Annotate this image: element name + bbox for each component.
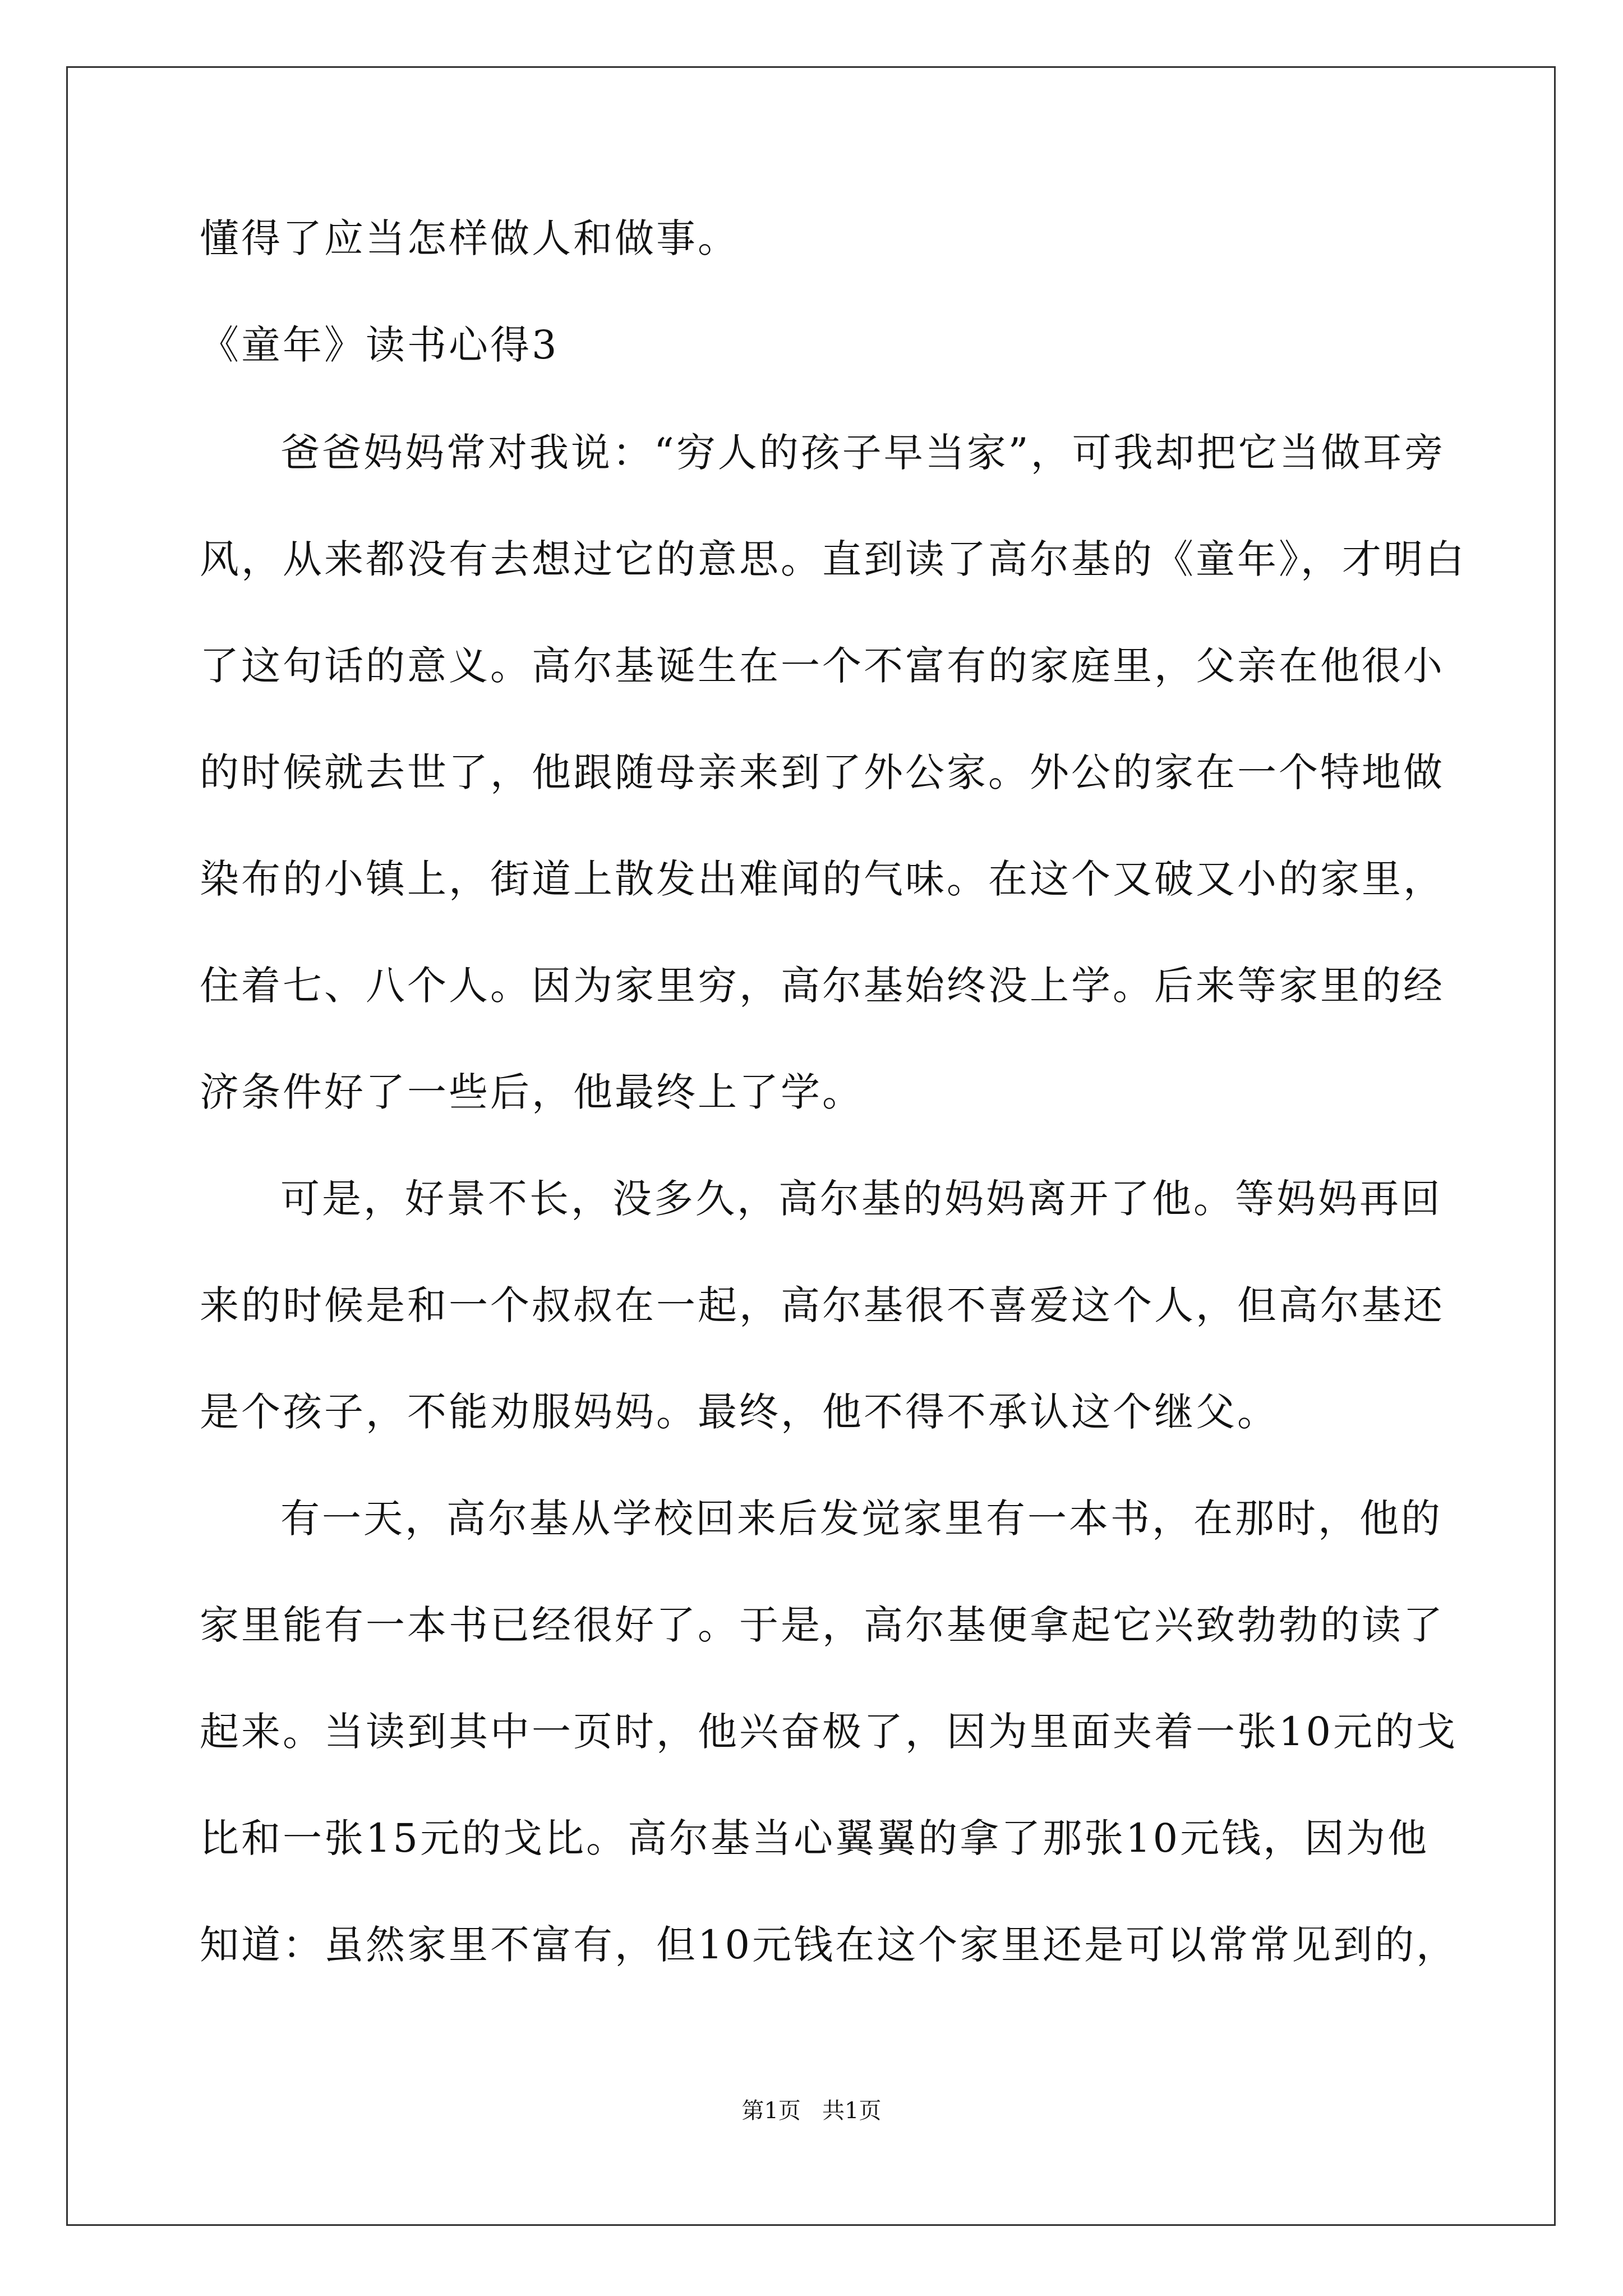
paragraph-first-line: 可是，好景不长，没多久，高尔基的妈妈离开了他。等妈妈再回	[280, 1176, 1442, 1222]
text-line: 知道：虽然家里不富有，但10元钱在这个家里还是可以常常见到的，	[200, 1922, 1458, 1968]
text-line: 来的时候是和一个叔叔在一起，高尔基很不喜爱这个人，但高尔基还	[200, 1282, 1445, 1328]
text-line: 懂得了应当怎样做人和做事。	[200, 215, 739, 261]
text-line: 济条件好了一些后，他最终上了学。	[200, 1069, 864, 1115]
text-line: 了这句话的意义。高尔基诞生在一个不富有的家庭里，父亲在他很小	[200, 643, 1445, 689]
text-line: 比和一张15元的戈比。高尔基当心翼翼的拿了那张10元钱，因为他	[200, 1815, 1430, 1861]
text-line: 起来。当读到其中一页时，他兴奋极了，因为里面夹着一张10元的戈	[200, 1709, 1458, 1755]
page-border	[66, 66, 1556, 2226]
page-footer: 第1页 共1页	[741, 2098, 882, 2124]
text-line: 染布的小镇上，街道上散发出难闻的气味。在这个又破又小的家里，	[200, 856, 1445, 902]
text-line: 风，从来都没有去想过它的意思。直到读了高尔基的《童年》，才明白	[200, 536, 1467, 582]
text-line: 的时候就去世了，他跟随母亲来到了外公家。外公的家在一个特地做	[200, 749, 1445, 795]
text-line: 是个孩子，不能劝服妈妈。最终，他不得不承认这个继父。	[200, 1389, 1279, 1435]
text-line: 家里能有一本书已经很好了。于是，高尔基便拿起它兴致勃勃的读了	[200, 1602, 1445, 1648]
text-line: 住着七、八个人。因为家里穷，高尔基始终没上学。后来等家里的经	[200, 963, 1445, 1009]
paragraph-first-line: 有一天，高尔基从学校回来后发觉家里有一本书，在那时，他的	[280, 1496, 1442, 1542]
section-heading: 《童年》读书心得3	[200, 322, 559, 368]
paragraph-first-line: 爸爸妈妈常对我说：“穷人的孩子早当家”，可我却把它当做耳旁	[280, 430, 1446, 476]
